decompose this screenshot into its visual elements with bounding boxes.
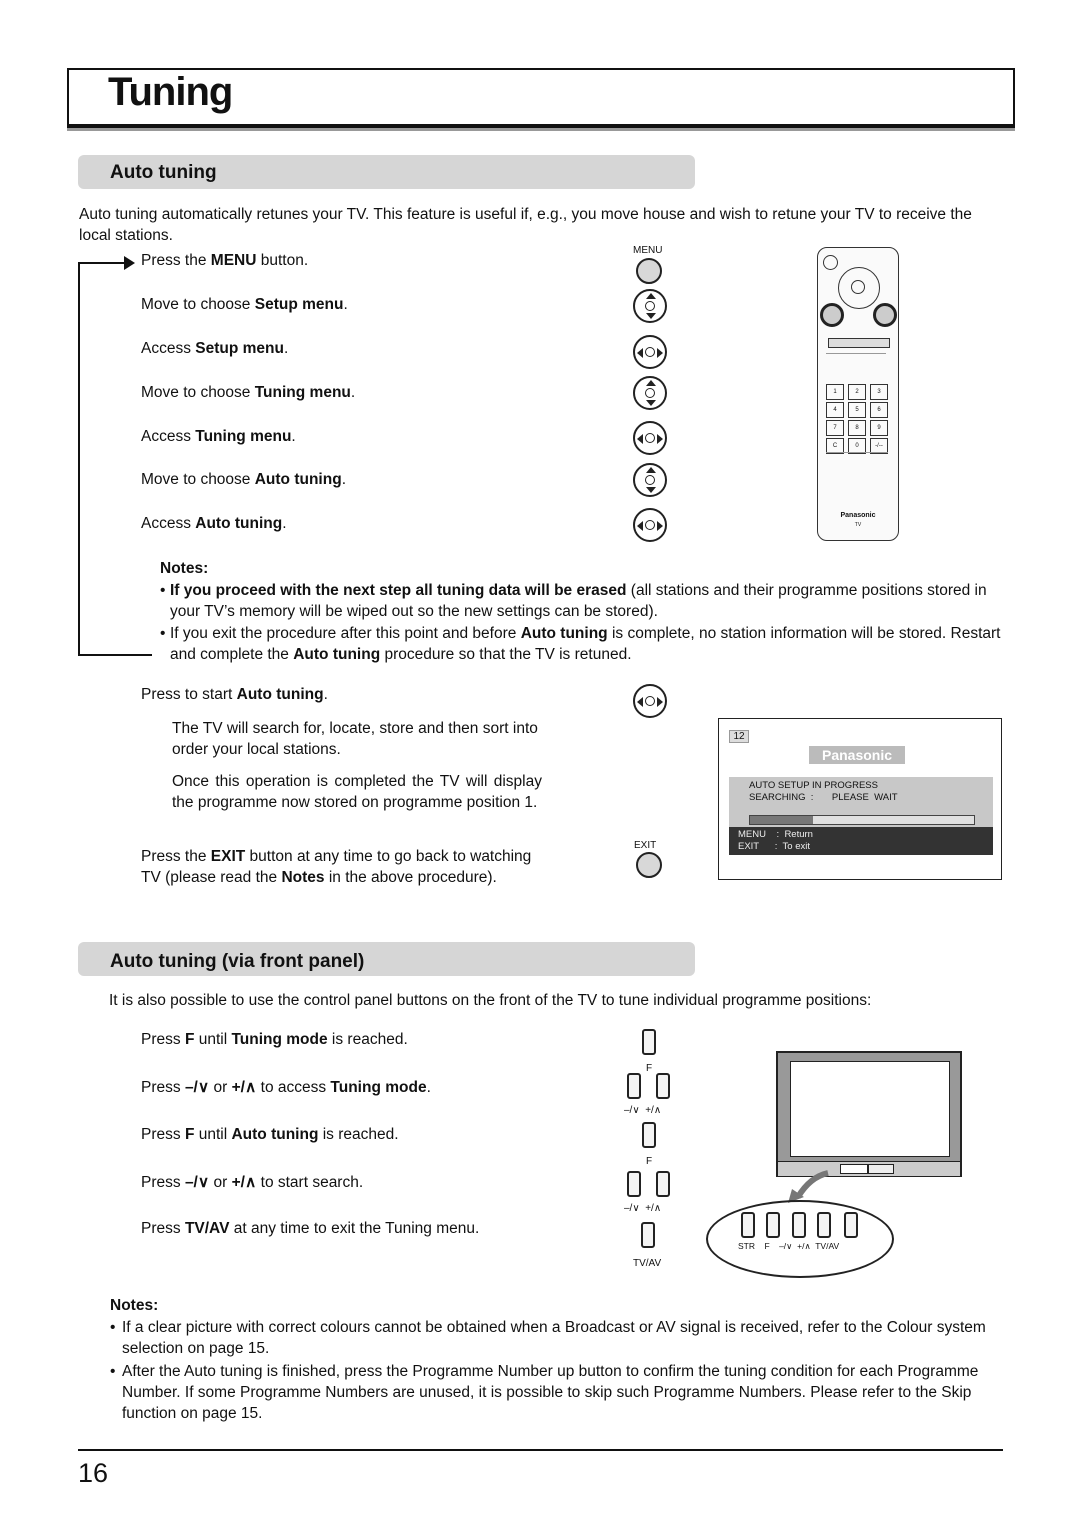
plus-button-icon <box>817 1212 831 1238</box>
bracket-line <box>78 262 80 654</box>
note-2: • If you exit the procedure after this point and before Auto tuning is complete, no station information will be stored. Restart and complete the Auto tuning procedure so that the TV is retuned. <box>160 625 1001 663</box>
channel-number: 12 <box>729 730 749 743</box>
progress-bar <box>749 815 975 825</box>
bracket-bottom <box>78 654 152 656</box>
remote-keypad: 1 2 3 4 5 6 7 8 9 C 0 -/-- <box>826 384 888 454</box>
note-1: • If you proceed with the next step all tuning data will be erased (all stations and their programme positions stored in your TV’s memory will be wiped out so the new settings can be stored). <box>160 582 987 620</box>
up-down-button-icon <box>633 289 667 323</box>
left-right-button-icon <box>633 421 667 455</box>
str-button-icon <box>741 1212 755 1238</box>
up-down-button-icon <box>633 376 667 410</box>
tv-set-icon <box>776 1051 962 1177</box>
f-button-icon <box>642 1029 656 1055</box>
control-panel-zoom <box>706 1200 894 1278</box>
remote-tv-label: TV <box>854 522 862 528</box>
fp-step-1: Press F until Tuning mode is reached. <box>141 1031 408 1048</box>
notes-heading: Notes: <box>160 560 209 577</box>
minus-button-icon <box>627 1171 641 1197</box>
pm-label: –/∨ +/∧ <box>624 1203 662 1214</box>
front-panel-intro: It is also possible to use the control panel buttons on the front of the TV to tune individual programme positions: <box>109 992 872 1009</box>
menu-button-icon <box>636 258 662 284</box>
step-5: Access Tuning menu. <box>141 428 296 445</box>
para-complete: Once this operation is completed the TV will display the programme now stored on programme position 1. <box>172 773 542 811</box>
pm-label: –/∨ +/∧ <box>624 1105 662 1116</box>
arrow-right-icon <box>124 256 135 270</box>
exit-button-icon <box>636 852 662 878</box>
osd-line-2: SEARCHING : PLEASE WAIT <box>749 792 898 803</box>
f-label: F <box>646 1156 653 1167</box>
fp-step-2: Press –/∨ or +/∧ to access Tuning mode. <box>141 1079 431 1096</box>
tvav-button-icon <box>641 1222 655 1248</box>
up-down-button-icon <box>633 463 667 497</box>
step-3: Access Setup menu. <box>141 340 289 357</box>
minus-button-icon <box>627 1073 641 1099</box>
f-label: F <box>646 1063 653 1074</box>
left-right-button-icon <box>633 335 667 369</box>
fp-step-3: Press F until Auto tuning is reached. <box>141 1126 399 1143</box>
page-title: Tuning <box>108 70 233 114</box>
panel-labels: STR F –/∨ +/∧ TV/AV <box>738 1241 840 1251</box>
remote-brand: Panasonic <box>840 512 876 519</box>
osd-line-1: AUTO SETUP IN PROGRESS <box>749 780 878 791</box>
power-icon <box>823 255 838 270</box>
page-number: 16 <box>78 1458 109 1488</box>
notes-heading-2: Notes: <box>110 1297 159 1314</box>
left-right-button-icon <box>633 508 667 542</box>
osd-box <box>729 777 993 855</box>
note2-1: • If a clear picture with correct colours cannot be obtained when a Broadcast or AV signal is received, refer to the Colour system selection on page 15. <box>110 1319 986 1357</box>
exit-label: EXIT <box>634 840 657 851</box>
remote-menu-button <box>820 303 844 327</box>
note2-2: • After the Auto tuning is finished, press the Programme Number up button to confirm the tuning condition for each Programme Number. If some Programme Numbers are unused, it is possible to skip such Programme Numbers. Please refer to the Skip function on page 15. <box>110 1363 979 1422</box>
f-button-icon <box>642 1122 656 1148</box>
left-right-button-icon <box>633 684 667 718</box>
step-4: Move to choose Tuning menu. <box>141 384 356 401</box>
tvav-label: TV/AV <box>633 1258 662 1269</box>
progress-fill <box>750 816 813 824</box>
remote-exit-button <box>873 303 897 327</box>
bracket-top <box>78 262 126 264</box>
footer-rule <box>78 1449 1003 1451</box>
plus-button-icon <box>656 1171 670 1197</box>
screen-brand-logo: Panasonic <box>809 746 905 764</box>
section-heading-front-panel: Auto tuning (via front panel) <box>110 951 365 972</box>
para-search: The TV will search for, locate, store and then sort into order your local stations. <box>172 720 538 758</box>
fp-step-5: Press TV/AV at any time to exit the Tuning menu. <box>141 1220 480 1237</box>
step-1: Press the MENU button. <box>141 252 309 269</box>
osd-exit-row: EXIT : To exit <box>738 841 810 852</box>
menu-label: MENU <box>633 245 663 256</box>
step-7: Access Auto tuning. <box>141 515 287 532</box>
osd-menu-row: MENU : Return <box>738 829 813 840</box>
plus-button-icon <box>656 1073 670 1099</box>
f-button-icon <box>766 1212 780 1238</box>
step-6: Move to choose Auto tuning. <box>141 471 346 488</box>
start-step: Press to start Auto tuning. <box>141 686 328 703</box>
tv-screen-panel <box>718 718 1002 880</box>
intro-text: Auto tuning automatically retunes your TV. This feature is useful if, e.g., you move house and wish to retune your TV to receive the local stations. <box>79 206 972 244</box>
minus-button-icon <box>792 1212 806 1238</box>
remote-control-icon <box>817 247 899 541</box>
fp-step-4: Press –/∨ or +/∧ to start search. <box>141 1174 364 1191</box>
tvav-button-icon <box>844 1212 858 1238</box>
para-exit: Press the EXIT button at any time to go back to watching TV (please read the Notes in the above procedure). <box>141 848 532 886</box>
section-heading-auto-tuning: Auto tuning <box>110 162 217 183</box>
step-2: Move to choose Setup menu. <box>141 296 348 313</box>
